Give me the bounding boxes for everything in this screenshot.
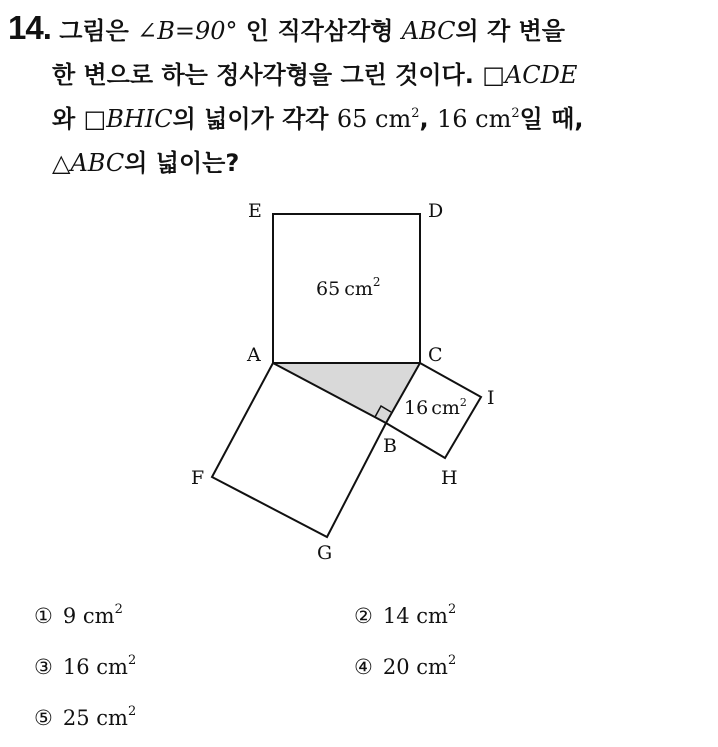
- choice-3-unit: cm: [96, 655, 128, 679]
- choice-2-exp: 2: [447, 602, 457, 617]
- choice-4-unit: cm: [416, 655, 448, 679]
- choice-5[interactable]: [34, 706, 136, 730]
- square-acde-area-label: [316, 275, 381, 300]
- label-i: I: [487, 387, 495, 409]
- choice-4-value: 20: [382, 655, 410, 679]
- area1-number: 65: [336, 105, 368, 133]
- choice-2-value: 14: [382, 604, 410, 628]
- choice-1-exp: 2: [114, 602, 123, 617]
- question-text-segment: 인 직각삼각형: [237, 17, 402, 45]
- area2-number: 16: [436, 105, 468, 133]
- choice-5-mark: ⑤: [34, 706, 53, 730]
- choice-4-exp: 2: [447, 653, 457, 668]
- square-acde-name: □ACDE: [482, 61, 578, 89]
- question-text-segment: ,: [419, 105, 437, 133]
- question-text-segment: 그림은: [59, 17, 138, 45]
- choice-5-exp: 2: [127, 704, 137, 719]
- choice-1[interactable]: [34, 604, 123, 628]
- question-text-segment: 와: [52, 105, 84, 133]
- label-g: G: [317, 542, 333, 564]
- question-text-segment: 의 각 변을: [455, 17, 565, 45]
- question-text-segment: 의 넓이는?: [124, 149, 240, 177]
- choice-4[interactable]: [354, 655, 456, 679]
- choice-1-mark: ①: [34, 604, 53, 628]
- label-c: C: [428, 344, 443, 366]
- square-bhic-area-exp: 2: [459, 396, 467, 409]
- choice-3[interactable]: [34, 655, 136, 679]
- label-d: D: [428, 200, 444, 222]
- choice-2-unit: cm: [416, 604, 448, 628]
- triangle-name: ABC: [401, 17, 456, 45]
- choice-1-unit: cm: [82, 604, 115, 628]
- label-b: B: [383, 435, 397, 457]
- square-bhic-area-unit: cm: [431, 397, 460, 419]
- question-text-segment: 일 때,: [519, 105, 584, 133]
- square-acde-area-value: 65: [316, 278, 341, 300]
- choice-4-mark: ④: [354, 655, 373, 679]
- square-bhic-name: □BHIC: [83, 105, 173, 133]
- triangle-abc-name: △ABC: [52, 149, 125, 177]
- square-acde-area-unit: cm: [344, 278, 373, 300]
- choice-2-mark: ②: [354, 604, 373, 628]
- area1-unit: cm: [375, 105, 412, 133]
- question-text-segment: 의 넓이가 각각: [172, 105, 337, 133]
- square-acde-area-exp: 2: [372, 275, 381, 289]
- choice-3-value: 16: [62, 655, 90, 679]
- label-h: H: [441, 467, 458, 489]
- choice-2[interactable]: [354, 604, 456, 628]
- question-text-segment: 한 변으로 하는 정사각형을 그린 것이다.: [52, 61, 483, 89]
- area2-exponent: 2: [511, 106, 520, 121]
- choice-5-value: 25: [62, 706, 90, 730]
- choice-3-exp: 2: [127, 653, 137, 668]
- square-bhic-area-label: [404, 396, 467, 419]
- question-number: 14.: [8, 9, 51, 46]
- area1-exponent: 2: [411, 106, 420, 121]
- area2-unit: cm: [475, 105, 512, 133]
- square-bhic-area-value: 16: [404, 397, 429, 419]
- choice-5-unit: cm: [96, 706, 128, 730]
- label-a: A: [247, 344, 261, 366]
- choice-1-value: 9: [62, 604, 77, 628]
- triangle-abc-shaded: [273, 363, 420, 423]
- label-f: F: [191, 467, 205, 489]
- choice-3-mark: ③: [34, 655, 53, 679]
- label-e: E: [248, 200, 262, 222]
- angle-expression: ∠B=90°: [137, 17, 238, 45]
